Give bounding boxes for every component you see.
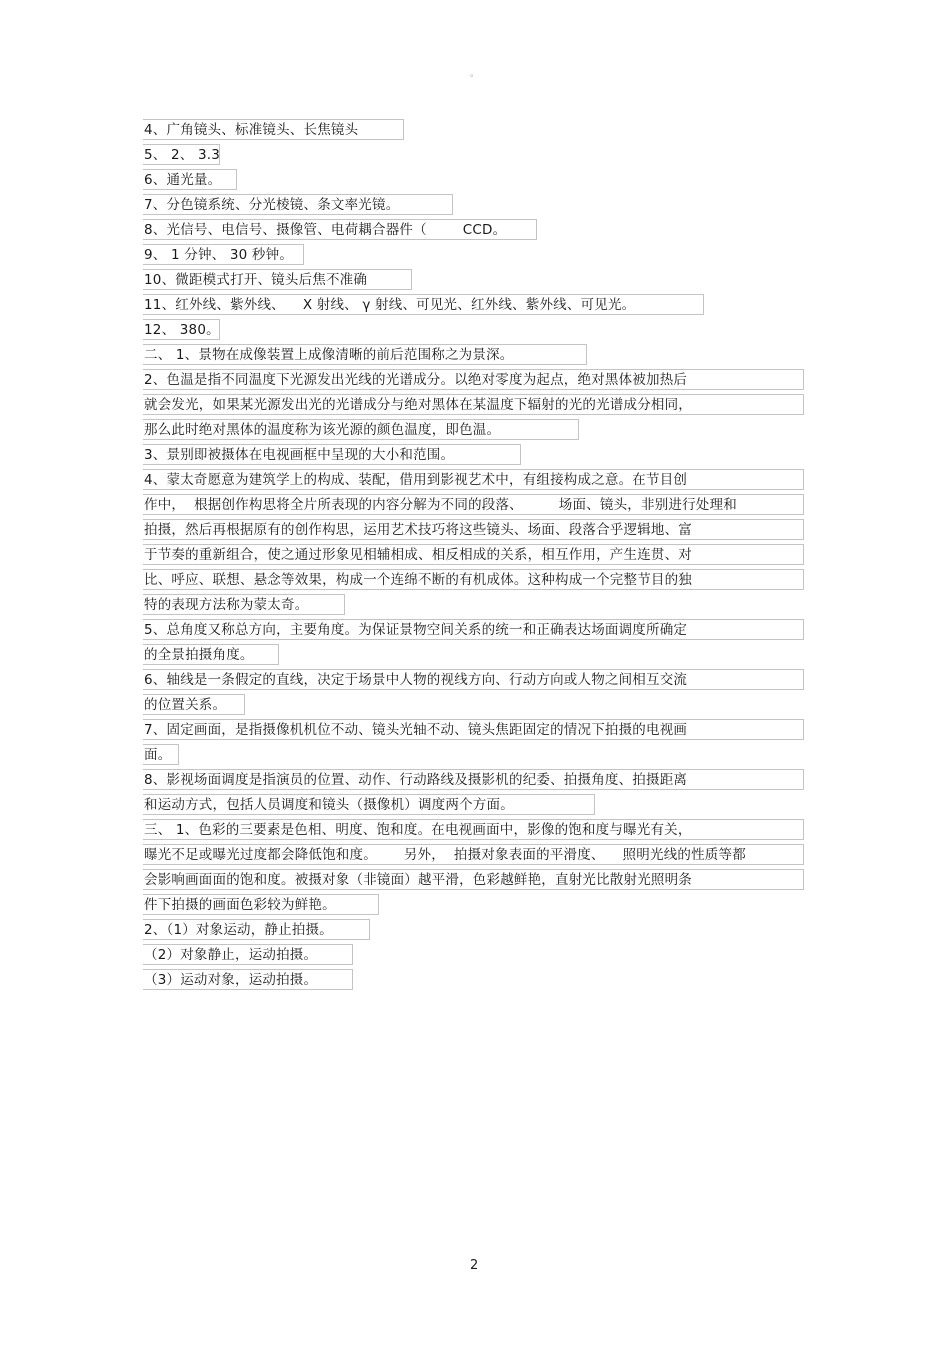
text-line: 11、红外线、紫外线、 X 射线、 γ 射线、可见光、红外线、紫外线、可见光。: [143, 294, 704, 315]
text-line: 2、（1）对象运动，静止拍摄。: [143, 919, 370, 940]
text-line: 和运动方式，包括人员调度和镜头（摄像机）调度两个方面。: [143, 794, 595, 815]
text-line: （2）对象静止，运动拍摄。: [143, 944, 353, 965]
text-line: （3）运动对象，运动拍摄。: [143, 969, 353, 990]
text-line: 面。: [143, 744, 179, 765]
text-line: 8、影视场面调度是指演员的位置、动作、行动路线及摄影机的纪委、拍摄角度、拍摄距离: [143, 769, 804, 790]
text-line: 曝光不足或曝光过度都会降低饱和度。 另外， 拍摄对象表面的平滑度、 照明光线的性质等都: [143, 844, 804, 865]
text-line: 三、 1、色彩的三要素是色相、明度、饱和度。在电视画面中，影像的饱和度与曝光有关，: [143, 819, 804, 840]
text-line: 5、 2、 3.3: [143, 144, 220, 165]
text-line: 10、微距模式打开、镜头后焦不准确: [143, 269, 412, 290]
text-line: 9、 1 分钟、 30 秒钟。: [143, 244, 304, 265]
text-line: 二、 1、景物在成像装置上成像清晰的前后范围称之为景深。: [143, 344, 587, 365]
text-line: 4、广角镜头、标准镜头、长焦镜头: [143, 119, 404, 140]
text-line: 4、蒙太奇愿意为建筑学上的构成、装配，借用到影视艺术中，有组接构成之意。在节目创: [143, 469, 804, 490]
text-line: 6、轴线是一条假定的直线，决定于场景中人物的视线方向、行动方向或人物之间相互交流: [143, 669, 804, 690]
text-line: 7、分色镜系统、分光棱镜、条文率光镜。: [143, 194, 453, 215]
text-line: 会影响画面面的饱和度。被摄对象（非镜面）越平滑，色彩越鲜艳，直射光比散射光照明条: [143, 869, 804, 890]
text-line: 2、色温是指不同温度下光源发出光线的光谱成分。以绝对零度为起点，绝对黑体被加热后: [143, 369, 804, 390]
text-line: 的位置关系。: [143, 694, 245, 715]
text-line: 件下拍摄的画面色彩较为鲜艳。: [143, 894, 379, 915]
text-line: 那么此时绝对黑体的温度称为该光源的颜色温度，即色温。: [143, 419, 579, 440]
text-line: 12、 380。: [143, 319, 220, 340]
text-line: 拍摄，然后再根据原有的创作构思，运用艺术技巧将这些镜头、场面、段落合乎逻辑地、富: [143, 519, 804, 540]
text-line: 比、呼应、联想、悬念等效果，构成一个连绵不断的有机成体。这种构成一个完整节目的独: [143, 569, 804, 590]
text-line: 的全景拍摄角度。: [143, 644, 279, 665]
text-line: 5、总角度又称总方向，主要角度。为保证景物空间关系的统一和正确表达场面调度所确定: [143, 619, 804, 640]
text-line: 7、固定画面，是指摄像机机位不动、镜头光轴不动、镜头焦距固定的情况下拍摄的电视画: [143, 719, 804, 740]
text-line: 作中， 根据创作构思将全片所表现的内容分解为不同的段落、 场面、镜头，非别进行处理和: [143, 494, 804, 515]
text-line: 8、光信号、电信号、摄像管、电荷耦合器件（ CCD。: [143, 219, 537, 240]
text-line: 于节奏的重新组合，使之通过形象见相辅相成、相反相成的关系，相互作用，产生连贯、对: [143, 544, 804, 565]
text-line: 就会发光，如果某光源发出光的光谱成分与绝对黑体在某温度下辐射的光的光谱成分相同，: [143, 394, 804, 415]
text-line: 3、景别即被摄体在电视画框中呈现的大小和范围。: [143, 444, 521, 465]
header-mark: 。: [470, 69, 480, 79]
page-number: 2: [470, 1258, 479, 1273]
text-line: 特的表现方法称为蒙太奇。: [143, 594, 345, 615]
text-line: 6、通光量。: [143, 169, 237, 190]
